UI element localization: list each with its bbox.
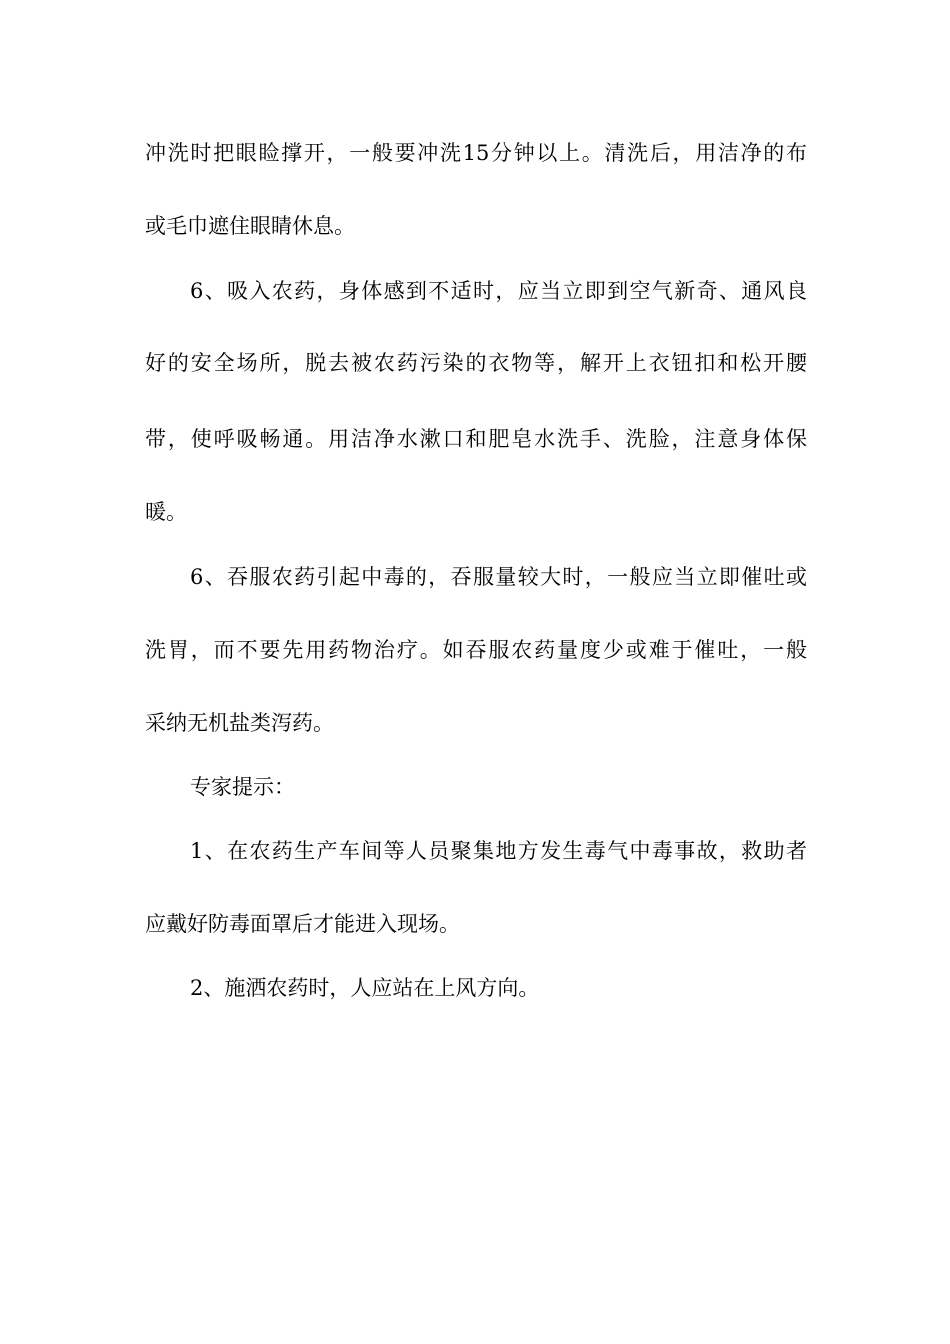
text-line: 6、吞服农药引起中毒的，吞服量较大时，一般应当立即催吐或: [190, 565, 807, 589]
text-line: 冲洗时把眼睑撑开，一般要冲洗15分钟以上。清洗后，用洁净的布: [145, 141, 807, 165]
text-line: 1、在农药生产车间等人员聚集地方发生毒气中毒事故，救助者: [190, 839, 807, 863]
section-heading: 专家提示：: [190, 775, 295, 799]
text-line: 或毛巾遮住眼睛休息。: [145, 214, 355, 238]
text-line: 2、施洒农药时，人应站在上风方向。: [190, 976, 540, 1000]
text-line: 洗胃，而不要先用药物治疗。如吞服农药量度少或难于催吐，一般: [145, 638, 807, 662]
text-line: 采纳无机盐类泻药。: [145, 711, 334, 735]
text-line: 6、吸入农药，身体感到不适时，应当立即到空气新奇、通风良: [190, 279, 807, 303]
text-line: 暖。: [145, 500, 187, 524]
text-line: 带，使呼吸畅通。用洁净水漱口和肥皂水洗手、洗脸，注意身体保: [145, 427, 807, 451]
text-line: 好的安全场所，脱去被农药污染的衣物等，解开上衣钮扣和松开腰: [145, 351, 807, 375]
text-line: 应戴好防毒面罩后才能进入现场。: [145, 912, 460, 936]
